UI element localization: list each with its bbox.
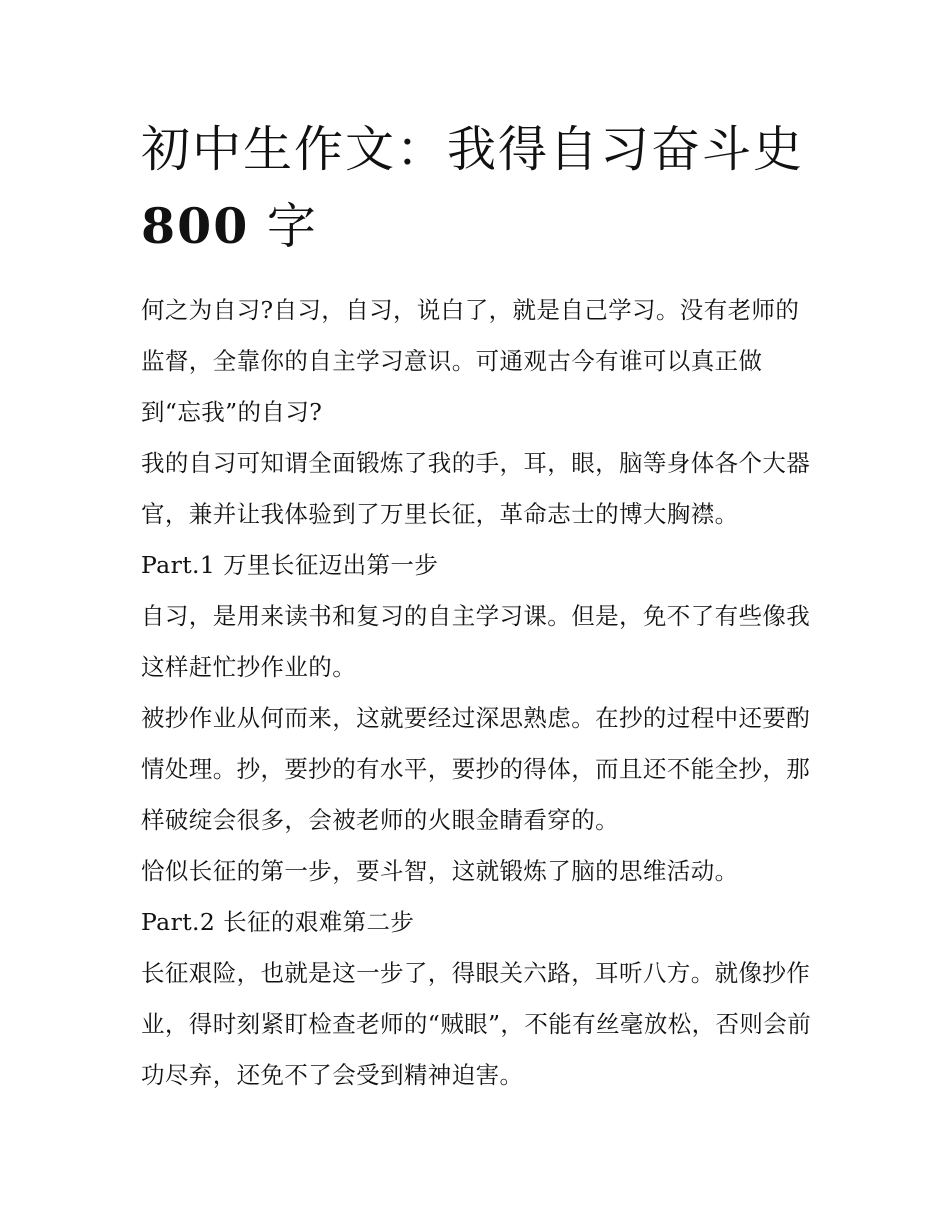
title-number: 800 bbox=[141, 197, 250, 255]
title-main: 初中生作文：我得自习奋斗史 bbox=[141, 121, 805, 178]
document-title bbox=[141, 112, 821, 265]
paragraph-intro: 何之为自习?自习，自习，说白了，就是自己学习。没有老师的监督，全靠你的自主学习意识。可通观古今有谁可以真正做到“忘我”的自习? bbox=[141, 296, 800, 426]
section-heading-part1: Part.1 万里长征迈出第一步 bbox=[141, 551, 439, 579]
document-body bbox=[141, 285, 821, 1101]
paragraph-overview: 我的自习可知谓全面锻炼了我的手，耳，眼，脑等身体各个大器官，兼并让我体验到了万里长征，革命志士的博大胸襟。 bbox=[141, 449, 811, 528]
title-suffix: 字 bbox=[249, 198, 318, 255]
section-heading-part2: Part.2 长征的艰难第二步 bbox=[141, 908, 415, 936]
paragraph-part2-a: 长征艰险，也就是这一步了，得眼关六路，耳听八方。就像抄作业，得时刻紧盯检查老师的“贼眼”，不能有丝毫放松，否则会前功尽弃，还免不了会受到精神迫害。 bbox=[141, 959, 812, 1089]
paragraph-part1-b: 被抄作业从何而来，这就要经过深思熟虑。在抄的过程中还要酌情处理。抄，要抄的有水平，要抄的得体，而且还不能全抄，那样破绽会很多，会被老师的火眼金睛看穿的。 bbox=[141, 704, 811, 834]
document-page bbox=[141, 112, 821, 1101]
paragraph-part1-a: 自习，是用来读书和复习的自主学习课。但是，免不了有些像我这样赶忙抄作业的。 bbox=[141, 602, 811, 681]
paragraph-part1-c: 恰似长征的第一步，要斗智，这就锻炼了脑的思维活动。 bbox=[141, 857, 739, 885]
